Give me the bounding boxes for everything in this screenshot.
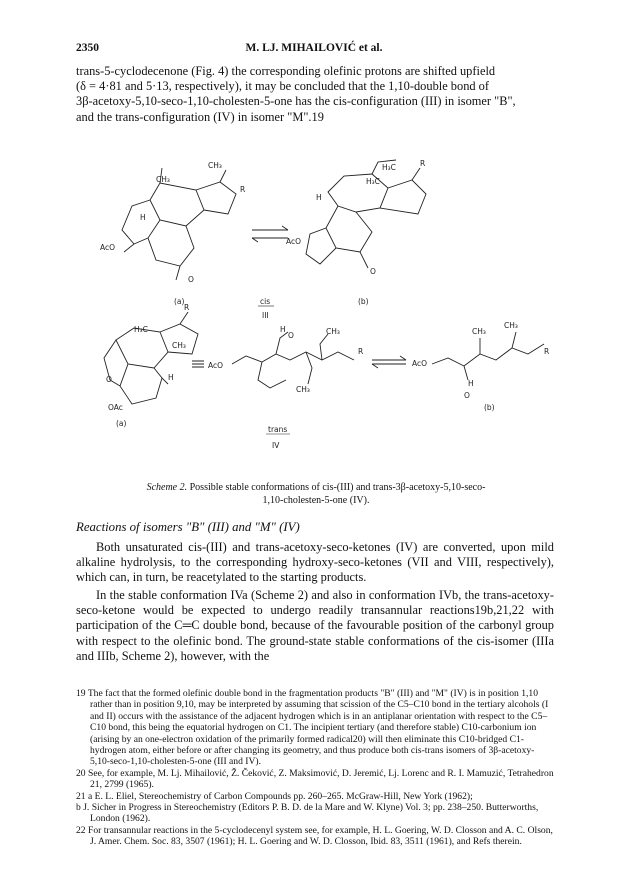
iva-ch3: CH₃	[172, 341, 186, 350]
ivb-extended-ch3-lower: CH₃	[296, 385, 310, 394]
compound-iii: III	[262, 311, 269, 320]
iiib-aco: AcO	[286, 237, 302, 246]
page-number: 2350	[76, 42, 99, 54]
iiib-h: H	[316, 193, 322, 202]
paragraph-intro	[76, 64, 554, 125]
trans-label: trans	[268, 425, 288, 434]
footnote-21a: 21 a E. L. Eliel, Stereochemistry of Carbon Compounds pp. 260–265. McGraw-Hill, New York (1962);	[76, 790, 473, 802]
iiia-aco: AcO	[100, 243, 116, 252]
caption-line-1: Possible stable conformations of cis-(III) and trans-3β-acetoxy-5,10-seco-	[189, 482, 486, 493]
iva-r: R	[184, 303, 190, 312]
iva-oac: OAc	[108, 403, 123, 412]
iva-label: (a)	[116, 419, 127, 428]
ivb-ch3-left: CH₃	[472, 327, 486, 336]
iiib-h3c-upper: H₃C	[382, 163, 396, 172]
compound-iv: IV	[272, 441, 280, 450]
intro-line-1: trans-5-cyclodecenone (Fig. 4) the corresponding olefinic protons are shifted upfield	[76, 64, 496, 78]
caption-line-2: 1,10-cholesten-5-one (IV).	[262, 494, 370, 506]
ivb-label: (b)	[484, 403, 495, 412]
running-header	[76, 42, 552, 58]
section-heading: Reactions of isomers "B" (III) and "M" (IV)	[76, 520, 300, 534]
iva-o: O	[106, 375, 112, 384]
structure-iiia	[122, 168, 236, 280]
iiia-o: O	[188, 275, 194, 284]
cis-label: cis	[260, 297, 271, 306]
footnote-20: 20 See, for example, M. Lj. Mihailović, Ž. Čeković, Z. Maksimović, D. Jeremić, Lj. Lorenc and R. I. Mamuzić, Tetrahedron 21, 2799 (1965).	[76, 767, 554, 791]
running-author: M. LJ. MIHAILOVIĆ et al.	[245, 42, 383, 54]
equilibrium-arrows-trans	[372, 356, 406, 368]
caption-scheme-label: Scheme 2.	[146, 482, 188, 493]
structure-ivb	[432, 332, 544, 380]
iiia-r: R	[240, 185, 246, 194]
iiia-h: H	[140, 213, 146, 222]
scheme-caption	[96, 482, 536, 507]
ivb-extended-r: R	[358, 347, 364, 356]
footnotes	[76, 688, 554, 848]
ivb-extended-aco: AcO	[208, 361, 224, 370]
ivb-o: O	[464, 391, 470, 400]
ivb-extended-o: O	[288, 331, 294, 340]
iiia-label: (a)	[174, 297, 185, 306]
ivb-aco: AcO	[412, 359, 428, 368]
iiib-h3c-lower: H₃C	[366, 177, 380, 186]
ivb-h: H	[468, 379, 474, 388]
iiib-r: R	[420, 159, 426, 168]
intro-line-2: (δ = 4·81 and 5·13, respectively), it may be concluded that the 1,10-double bond of	[76, 79, 489, 94]
ivb-extended-h: H	[280, 325, 286, 334]
intro-line-3: 3β-acetoxy-5,10-seco-1,10-cholesten-5-one has the cis-configuration (III) in isomer "B",	[76, 94, 516, 109]
iiib-o: O	[370, 267, 376, 276]
ivb-extended-ch3: CH₃	[326, 327, 340, 336]
paragraph-hydrolysis: Both unsaturated cis-(III) and trans-acetoxy-seco-ketones (IV) are converted, upon mild alkaline hydrolysis, to the corresponding hydroxy-seco-ketones (VII and VIII, respectively), which can, in turn, be reacetylated to the starting products.	[76, 540, 554, 585]
iva-h3c: H₃C	[134, 325, 148, 334]
structure-iva	[104, 312, 198, 404]
ivb-r: R	[544, 347, 550, 356]
equilibrium-arrows-cis	[252, 226, 288, 242]
iva-h: H	[168, 373, 174, 382]
iiib-label: (b)	[358, 297, 369, 306]
footnote-21b: b J. Sicher in Progress in Stereochemistry (Editors P. B. D. de la Mare and W. Klyne) Vol. 3; pp. 238–250. Butterworths, London (1962).	[76, 802, 539, 825]
ivb-ch3-right: CH₃	[504, 321, 518, 330]
structure-ivb-extended	[232, 332, 354, 388]
intro-line-4: and the trans-configuration (IV) in isomer "M".19	[76, 109, 324, 124]
iiia-ch3-top: CH₃	[208, 161, 222, 170]
iiia-ch3-left: CH₃	[156, 175, 170, 184]
equivalence-sign	[192, 361, 204, 367]
scheme-2-structures	[76, 148, 554, 476]
footnote-22: 22 For transannular reactions in the 5-cyclodecenyl system see, for example, H. L. Goering, W. D. Closson and A. C. Olson, J. Amer. Chem. Soc. 83, 3507 (1961); H. L. Goering and W. D. Closson, Ibid. 83, 3511 (1961), and Refs therein.	[76, 824, 553, 848]
paragraph-conformation: In the stable conformation IVa (Scheme 2) and also in conformation IVb, the trans-acetoxy-seco-ketone would be expected to undergo readily transannular reactions19b,21,22 with participation of the C═C double bond, because of the favourable position of the carbonyl group with respect to the olefinic bond. The ground-state stable conformations of the cis-isomer (IIIa and IIIb, Scheme 2), however, with the	[76, 588, 554, 663]
footnote-19: 19 The fact that the formed olefinic double bond in the fragmentation products "B" (III) and "M" (IV) is in position 1,10 rather than in position 9,10, may be interpreted by assuming that scission of the C5–C10 bond in the tertiary alcohols (I and II) occurs with the assistance of the adjacent hydrogen which is in an antiplanar orientation with respect to the C5–C10 bond, this being the equatorial hydrogen on C1. The incipient tertiary (and therefore stable) C10-carbonium ion (arising by an one-electron oxidation of the primarily formed radical20) will then eliminate this C10-bridged C1-hydrogen atom, either before or after changing its geometry, and thus produce both cis-trans isomers of 3β-acetoxy-5,10-seco-1,10-cholesten-5-one (III and IV).	[76, 688, 549, 768]
